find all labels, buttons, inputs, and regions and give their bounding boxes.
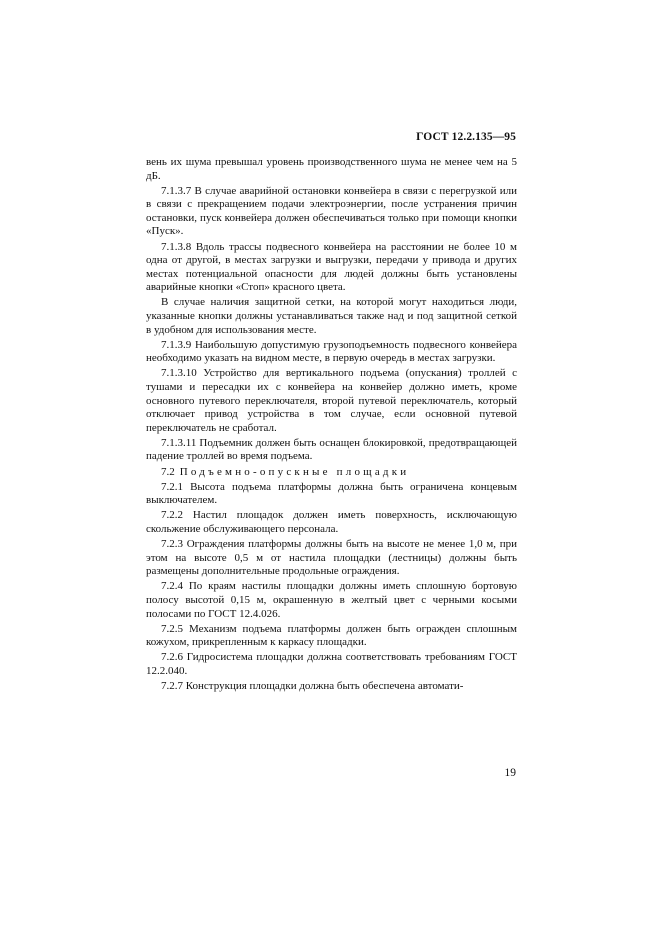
- paragraph-7-1-3-10: 7.1.3.10 Устройство для вертикального подъема (опускания) троллей с тушами и пересадки их с конвейера на конвейер должно иметь, кроме основного путевого переключателя, второй путевой переключатель, который отключает привод устройства в том случае, если основной путевой переключатель не сработал.: [146, 367, 517, 434]
- section-heading: [146, 466, 517, 480]
- paragraph-protective-net: В случае наличия защитной сетки, на которой могут находиться люди, указанные кнопки должны устанавливаться также над и под защитной сеткой в удобном для использования месте.: [146, 296, 517, 336]
- document-code-header: ГОСТ 12.2.135—95: [416, 131, 516, 143]
- paragraph-7-1-3-9: 7.1.3.9 Наибольшую допустимую грузоподъемность подвесного конвейера необходимо указать на видном месте, в первую очередь в местах загрузки.: [146, 338, 517, 365]
- page-number: 19: [504, 767, 516, 779]
- paragraph-7-1-3-7: 7.1.3.7 В случае аварийной остановки конвейера в связи с перегрузкой или в связи с прекращением подачи электроэнергии, после устранения причин остановки, пуск конвейера должен обеспечиваться только при помощи кнопки «Пуск».: [146, 184, 517, 238]
- paragraph-7-2-3: 7.2.3 Ограждения платформы должны быть на высоте не менее 1,0 м, при этом на высоте 0,5 м от настила площадки (лестницы) должны быть размещены дополнительные продольные ограждения.: [146, 538, 517, 578]
- paragraph-7-2-6: 7.2.6 Гидросистема площадки должна соответствовать требованиям ГОСТ 12.2.040.: [146, 651, 517, 677]
- paragraph-7-2-4: 7.2.4 По краям настилы площадки должны иметь сплошную бортовую полосу высотой 0,15 м, окрашенную в желтый цвет с черными косыми полосами по ГОСТ 12.4.026.: [146, 580, 517, 620]
- paragraph-7-2-7: 7.2.7 Конструкция площадки должна быть обеспечена автомати-: [161, 679, 464, 692]
- section-title: Подъемно-опускные площадки: [179, 465, 410, 478]
- paragraph-7-2-2: 7.2.2 Настил площадок должен иметь поверхность, исключающую скольжение обслуживающего персонала.: [146, 509, 517, 535]
- paragraph-7-1-3-11: 7.1.3.11 Подъемник должен быть оснащен блокировкой, предотвращающей падение троллей во время подъема.: [146, 436, 517, 463]
- paragraph-continuation: вень их шума превышал уровень производственного шума не менее чем на 5 дБ.: [146, 156, 517, 182]
- section-number: 7.2: [161, 465, 175, 478]
- paragraph-7-2-1: 7.2.1 Высота подъема платформы должна быть ограничена концевым выключателем.: [146, 480, 517, 507]
- page-body: [146, 156, 517, 695]
- paragraph-7-1-3-8: 7.1.3.8 Вдоль трассы подвесного конвейера на расстоянии не более 10 м одна от другой, в местах загрузки и выгрузки, передачи у привода и других местах потенциальной опасности для людей должны быть установлены аварийные кнопки «Стоп» красного цвета.: [146, 240, 517, 294]
- paragraph-7-2-5: 7.2.5 Механизм подъема платформы должен быть огражден сплошным кожухом, прикрепленным к каркасу площадки.: [146, 622, 517, 649]
